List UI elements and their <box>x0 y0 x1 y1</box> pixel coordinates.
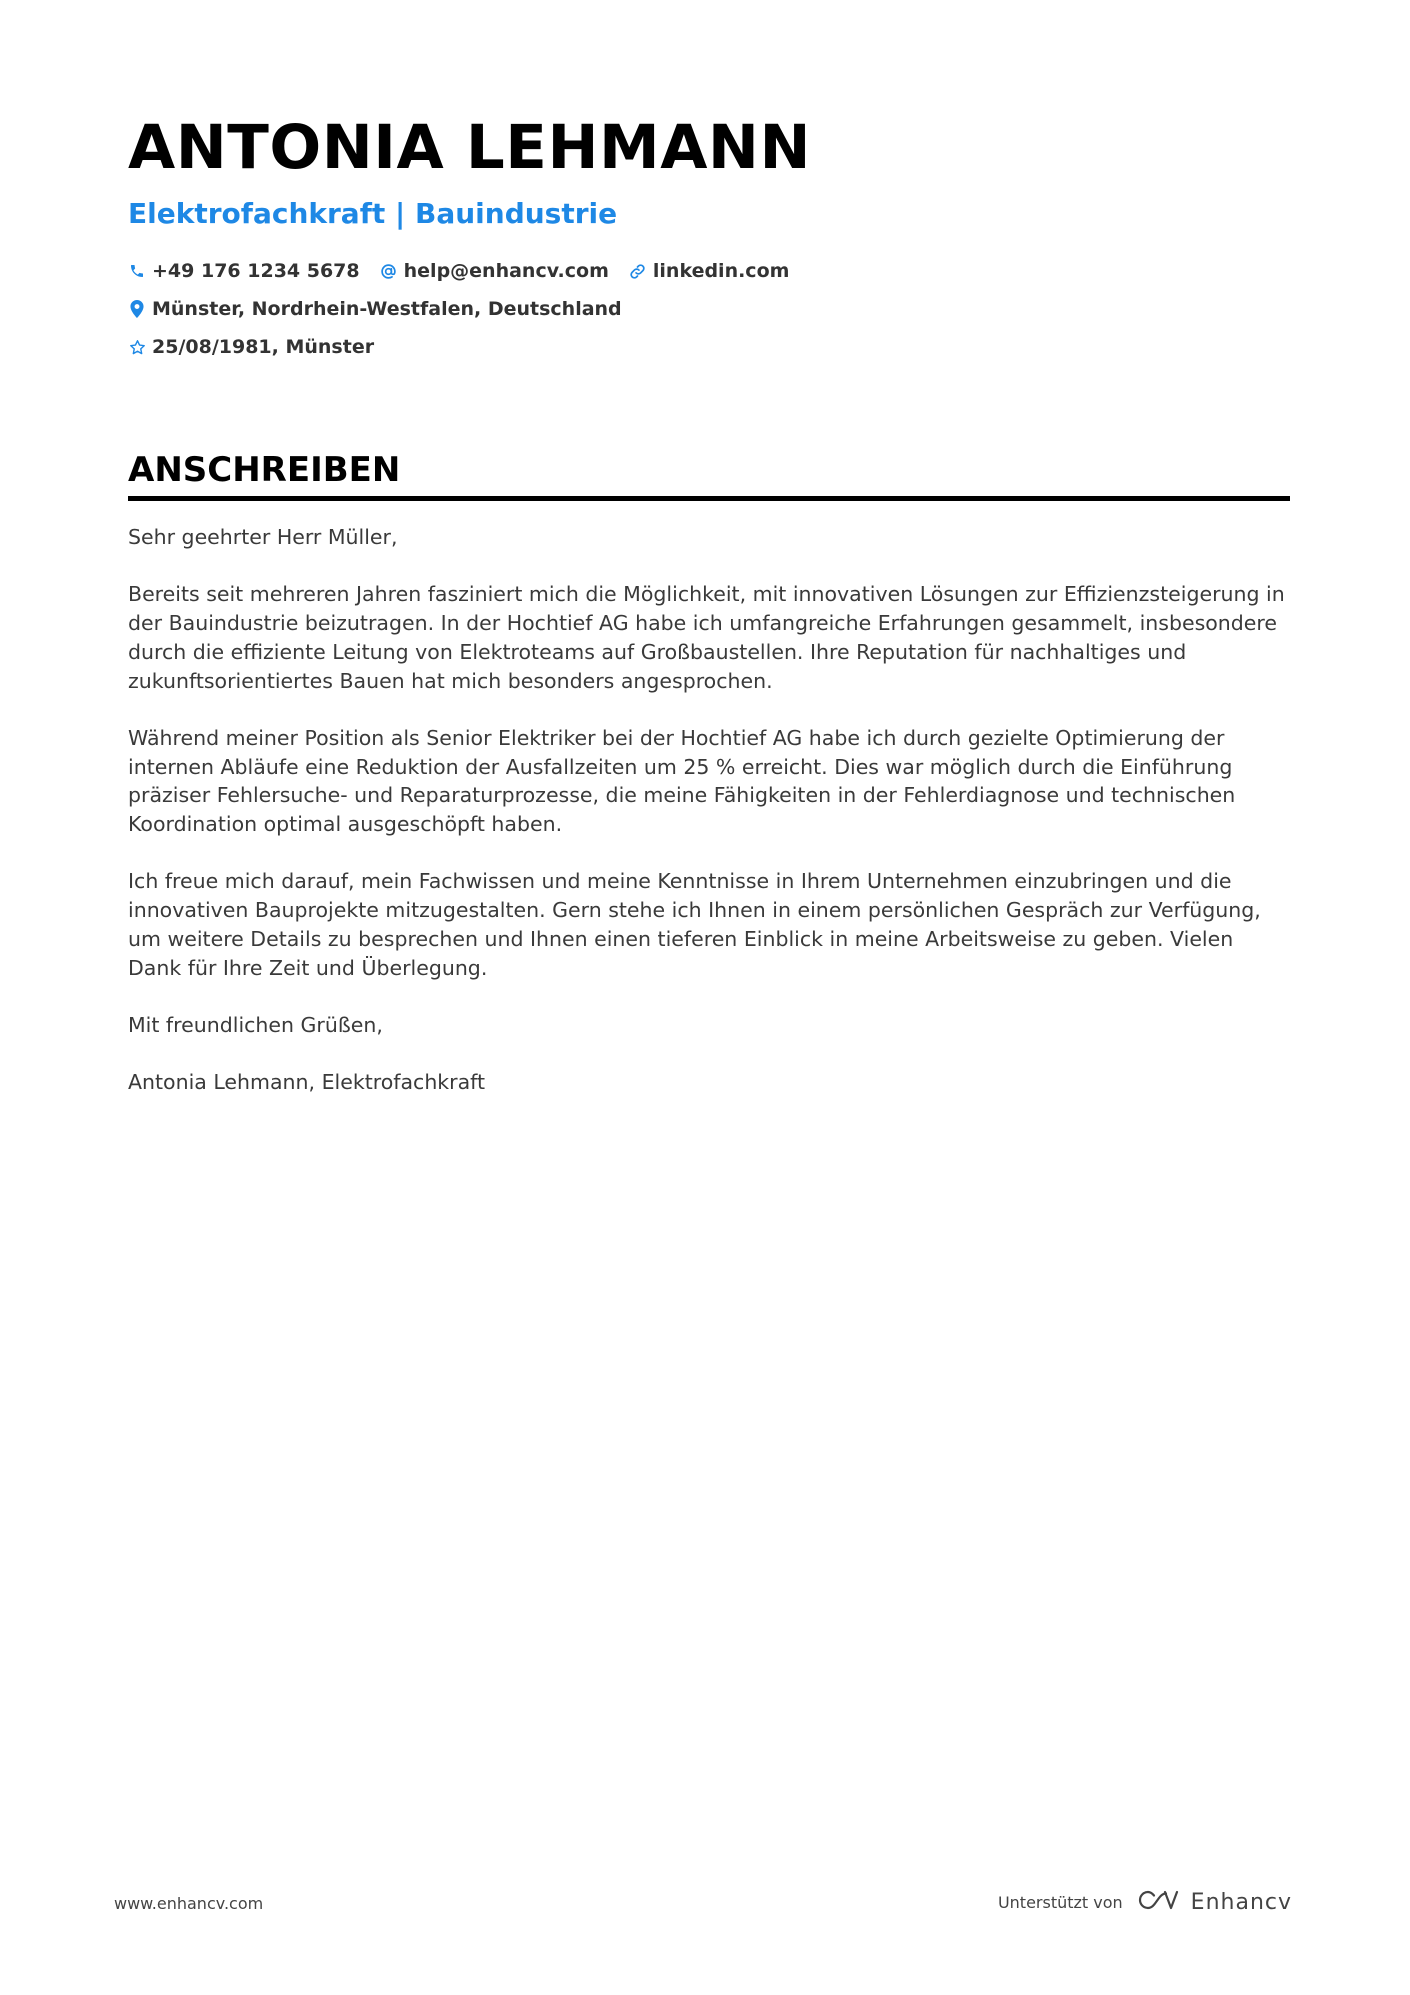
footer-branding <box>998 1884 1292 1920</box>
contact-linkedin-text: linkedin.com <box>652 260 790 282</box>
section-divider <box>128 496 1290 501</box>
enhancv-brand-name: Enhancv <box>1190 1889 1292 1915</box>
location-pin-icon <box>128 300 146 318</box>
contact-phone-text: +49 176 1234 5678 <box>152 260 360 282</box>
letter-body <box>128 523 1290 1097</box>
letter-salutation: Sehr geehrter Herr Müller, <box>128 525 398 549</box>
contact-info <box>128 252 1290 366</box>
letter-paragraph: Während meiner Position als Senior Elektriker bei der Hochtief AG habe ich durch gezielte Optimierung der internen Abläufe eine Reduktion der Ausfallzeiten um 25 % erreicht. Dies war möglich durch die Einführung präziser Fehlersuche- und Reparaturprozesse, die meine Fähigkeiten in der Fehlerdiagnose und technischen Koordination optimal ausgeschöpft haben. <box>128 725 1236 836</box>
enhancv-logo-icon <box>1135 1887 1181 1917</box>
letter-closing: Mit freundlichen Grüßen, <box>128 1012 383 1037</box>
contact-phone <box>128 252 360 290</box>
contact-birth <box>128 328 374 366</box>
at-icon <box>380 262 398 280</box>
footer-website[interactable]: www.enhancv.com <box>114 1894 264 1913</box>
contact-email[interactable] <box>380 252 609 290</box>
cover-letter-page <box>128 110 1290 1126</box>
link-icon <box>629 262 647 280</box>
contact-location <box>128 290 622 328</box>
powered-by-label: Unterstützt von <box>997 1892 1123 1912</box>
star-icon <box>128 338 146 356</box>
letter-paragraph: Bereits seit mehreren Jahren fasziniert mich die Möglichkeit, mit innovativen Lösungen zur Effizienzsteigerung in der Bauindustrie beizutragen. In der Hochtief AG habe ich umfangreiche Erfahrungen gesammelt, insbesondere durch die effiziente Leitung von Elektroteams auf Großbaustellen. Ihre Reputation für nachhaltiges und zukunftsorientiertes Bauen hat mich besonders angesprochen. <box>128 582 1285 693</box>
applicant-title: Elektrofachkraft | Bauindustrie <box>128 197 618 230</box>
section-heading: ANSCHREIBEN <box>128 450 401 490</box>
contact-linkedin[interactable] <box>629 252 790 290</box>
contact-email-text: help@enhancv.com <box>403 260 609 282</box>
letter-signature: Antonia Lehmann, Elektrofachkraft <box>128 1070 486 1095</box>
letter-paragraph: Ich freue mich darauf, mein Fachwissen und meine Kenntnisse in Ihrem Unternehmen einzubringen und die innovativen Bauprojekte mitzugestalten. Gern stehe ich Ihnen in einem persönlichen Gespräch zur Verfügung, um weitere Details zu besprechen und Ihnen einen tieferen Einblick in meine Arbeitsweise zu geben. Vielen Dank für Ihre Zeit und Überlegung. <box>128 869 1261 980</box>
applicant-name: ANTONIA LEHMANN <box>128 112 812 183</box>
phone-icon <box>128 262 146 280</box>
contact-birth-text: 25/08/1981, Münster <box>152 336 375 358</box>
contact-location-text: Münster, Nordrhein-Westfalen, Deutschland <box>152 298 622 320</box>
